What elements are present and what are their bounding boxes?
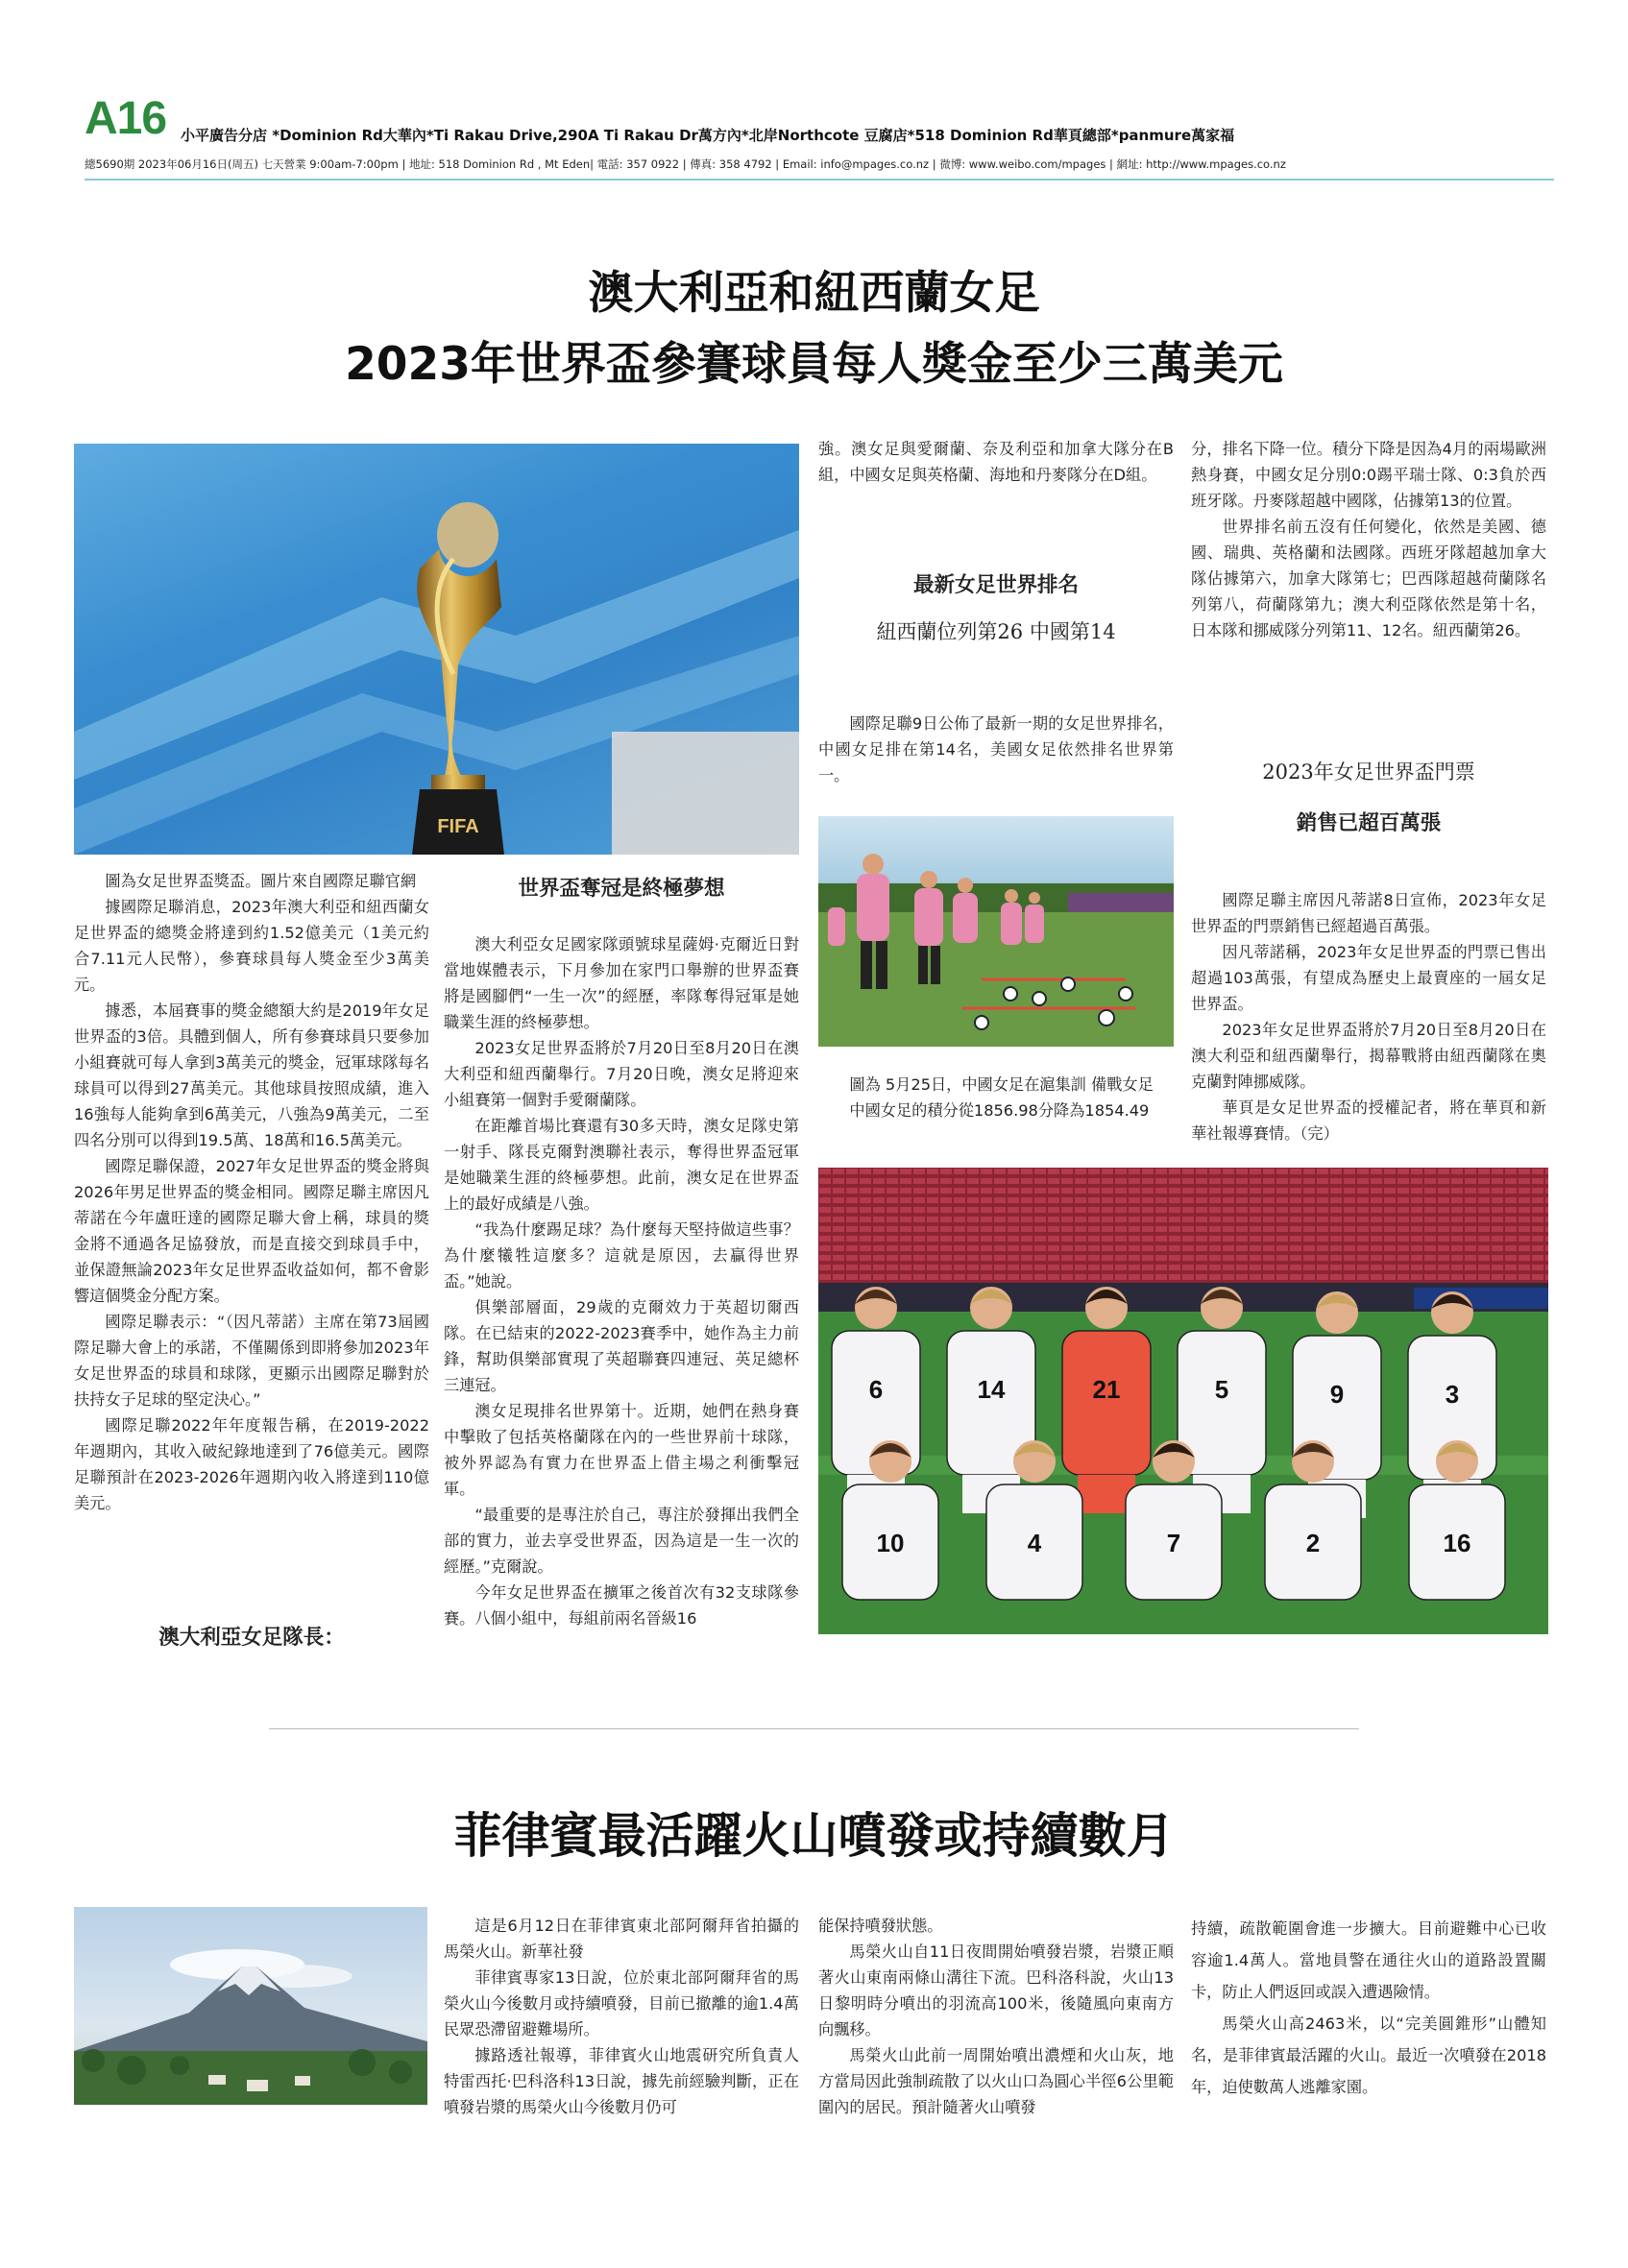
jersey-number: 3	[1445, 1380, 1460, 1409]
volcano-photo	[74, 1907, 427, 2105]
paragraph: 分，排名下降一位。積分下降是因為4月的兩場歐洲熱身賽，中國女足分別0:0踢平瑞士隊、0:3負於西班牙隊。丹麥隊超越中國隊，佔據第13的位置。	[1191, 440, 1546, 510]
volcano-illustration	[74, 1907, 427, 2105]
page-number: A16	[85, 93, 167, 144]
header-locations: 小平廣告分店 *Dominion Rd大華內*Ti Rakau Drive,290A Ti Rakau Dr萬方內*北岸Northcote 豆腐店*518 Dominion Rd華頁總部*panmure萬家福	[181, 127, 1235, 144]
trophy-caption: 圖為女足世界盃獎盃。圖片來自國際足聯官網	[105, 872, 417, 890]
jersey-number: 4	[1027, 1529, 1042, 1557]
paragraph: 國際足聯2022年年度報告稱，在2019-2022年週期內，其收入破紀錄地達到了76億美元。國際足聯預計在2023-2026年週期內收入將達到110億美元。	[74, 1416, 429, 1512]
jersey-number: 21	[1092, 1375, 1121, 1404]
article1-column4	[1191, 436, 1546, 643]
trophy-illustration	[74, 444, 799, 855]
article1-column4-tickets	[1191, 887, 1546, 1146]
subhead-dream: 世界盃奪冠是終極夢想	[518, 877, 725, 901]
jersey-number: 2	[1305, 1529, 1321, 1557]
caption: 圖為 5月25日，中國女足在滬集訓 備戰女足	[849, 1075, 1154, 1094]
paragraph: 國際足聯9日公佈了最新一期的女足世界排名，中國女足排在第14名，美國女足依然排名世界第一。	[818, 714, 1174, 784]
paragraph: 馬榮火山此前一周開始噴出濃煙和火山灰，地方當局因此強制疏散了以火山口為圓心半徑6公里範圍內的居民。預計隨著火山噴發	[818, 2046, 1174, 2116]
subhead-tickets-detail: 銷售已超百萬張	[1296, 811, 1442, 835]
caption: 這是6月12日在菲律賓東北部阿爾拜省拍攝的馬榮火山。新華社發	[444, 1917, 799, 1961]
paragraph: 菲律賓專家13日說，位於東北部阿爾拜省的馬榮火山今後數月或持續噴發，目前已撤離的逾1.4萬民眾恐滯留避難場所。	[444, 1968, 799, 2039]
article1-column2	[444, 931, 799, 1631]
caption: 中國女足的積分從1856.98分降為1854.49	[849, 1101, 1150, 1120]
article1-title-line1: 澳大利亞和紐西蘭女足	[588, 267, 1040, 320]
paragraph: 今年女足世界盃在擴軍之後首次有32支球隊參賽。八個小組中，每組前兩名晉級16	[444, 1583, 799, 1628]
article2-column2	[818, 1913, 1174, 2120]
training-photo	[818, 816, 1174, 1047]
training-caption	[818, 1072, 1174, 1123]
paragraph: 強。澳女足與愛爾蘭、奈及利亞和加拿大隊分在B組，中國女足與英格蘭、海地和丹麥隊分在D組。	[818, 440, 1174, 484]
team-illustration	[818, 1168, 1548, 1634]
paragraph: 2023女足世界盃將於7月20日至8月20日在澳大利亞和紐西蘭舉行。7月20日晚，澳女足將迎來小組賽第一個對手愛爾蘭隊。	[444, 1039, 799, 1109]
paragraph: 馬榮火山高2463米，以“完美圓錐形”山體知名，是菲律賓最活躍的火山。最近一次噴發在2018年，迫使數萬人逃離家園。	[1191, 2015, 1546, 2096]
paragraph: 國際足聯表示：“（因凡蒂諾）主席在第73屆國際足聯大會上的承諾，不僅關係到即將參加2023年女足世界盃的球員和球隊，更顯示出國際足聯對於扶持女子足球的堅定決心。”	[74, 1313, 429, 1409]
paragraph: 世界排名前五沒有任何變化，依然是美國、德國、瑞典、英格蘭和法國隊。西班牙隊超越加拿大隊佔據第六，加拿大隊第七；巴西隊超越荷蘭隊名列第八，荷蘭隊第九；澳大利亞隊依然是第十名，日本隊和挪威隊分列第11、12名。紐西蘭第26。	[1191, 518, 1546, 639]
article2-column1	[444, 1913, 799, 2120]
jersey-number: 16	[1443, 1529, 1471, 1557]
subhead-tickets: 2023年女足世界盃門票	[1262, 760, 1475, 784]
subhead-ranking: 最新女足世界排名	[912, 573, 1079, 597]
jersey-number: 10	[876, 1529, 905, 1557]
article2-title: 菲律賓最活躍火山噴發或持續數月	[453, 1808, 1175, 1864]
paragraph: 俱樂部層面，29歲的克爾效力于英超切爾西隊。在已結束的2022-2023賽季中，她作為主力前鋒，幫助俱樂部實現了英超聯賽四連冠、英足總杯三連冠。	[444, 1298, 799, 1394]
header-contact-info: 總5690期 2023年06月16日(周五) 七天營業 9:00am-7:00pm | 地址: 518 Dominion Rd , Mt Eden| 電話: 357 0922 | 傳真: 358 4792 | Email: info@mpages.co.nz | 微博: www.weibo.com/mpages | 網址: http://www.mpages.co.nz	[85, 157, 1286, 171]
jersey-number: 5	[1214, 1375, 1229, 1404]
article1-column1	[74, 868, 429, 1516]
paragraph: 據路透社報導，菲律賓火山地震研究所負責人特雷西托·巴科洛科13日說，據先前經驗判斷，正在噴發岩漿的馬榮火山今後數月仍可	[444, 2046, 799, 2116]
article1-column3-top	[818, 436, 1174, 488]
jersey-number: 14	[977, 1375, 1006, 1404]
paragraph: 據國際足聯消息，2023年澳大利亞和紐西蘭女足世界盃的總獎金將達到約1.52億美元（1美元約合7.11元人民幣），參賽球員每人獎金至少3萬美元。	[74, 898, 429, 994]
subhead-captain: 澳大利亞女足隊長：	[158, 1626, 345, 1650]
header-rule	[85, 179, 1554, 181]
trophy-logo: FIFA	[437, 816, 479, 837]
paragraph: “我為什麼踢足球？為什麼每天堅持做這些事？為什麼犧牲這麼多？這就是原因，去贏得世界盃。”她說。	[444, 1220, 799, 1291]
paragraph: 華頁是女足世界盃的授權記者，將在華頁和新華社報導賽情。（完）	[1191, 1098, 1546, 1143]
paragraph: 能保持噴發狀態。	[818, 1917, 943, 1935]
paragraph: 據悉，本屆賽事的獎金總額大約是2019年女足世界盃的3倍。具體到個人，所有參賽球員只要參加小組賽就可每人拿到3萬美元的獎金，冠軍球隊每名球員可以得到27萬美元。其他球員按照成績，進入16強每人能夠拿到6萬美元，八強為9萬美元，二至四名分別可以得到19.5萬、18萬和16.5萬美元。	[74, 1001, 429, 1149]
paragraph: 國際足聯保證，2027年女足世界盃的獎金將與2026年男足世界盃的獎金相同。國際足聯主席因凡蒂諾在今年盧旺達的國際足聯大會上稱，球員的獎金將不通過各足協發放，而是直接交到球員手中，並保證無論2023年女足世界盃收益如何，都不會影響這個獎金分配方案。	[74, 1157, 429, 1305]
article1-column3-ranking	[818, 711, 1174, 788]
paragraph: 澳女足現排名世界第十。近期，她們在熱身賽中擊敗了包括英格蘭隊在內的一些世界前十球隊，被外界認為有實力在世界盃上借主場之利衝擊冠軍。	[444, 1402, 799, 1498]
paragraph: 2023年女足世界盃將於7月20日至8月20日在澳大利亞和紐西蘭舉行，揭幕戰將由紐西蘭隊在奧克蘭對陣挪威隊。	[1191, 1021, 1546, 1091]
subhead-ranking-detail: 紐西蘭位列第26 中國第14	[876, 620, 1116, 643]
paragraph: 在距離首場比賽還有30多天時，澳女足隊史第一射手、隊長克爾對澳聯社表示，奪得世界盃冠軍是她職業生涯的終極夢想。此前，澳女足在世界盃上的最好成績是八強。	[444, 1117, 799, 1213]
jersey-number: 9	[1329, 1380, 1345, 1409]
jersey-number: 6	[868, 1375, 884, 1404]
training-illustration	[818, 816, 1174, 1047]
paragraph: 持續，疏散範圍會進一步擴大。目前避難中心已收容逾1.4萬人。當地員警在通往火山的道路設置關卡，防止人們返回或誤入遭遇險情。	[1191, 1919, 1546, 2001]
paragraph: 馬榮火山自11日夜間開始噴發岩漿，岩漿正順著火山東南兩條山溝往下流。巴科洛科說，火山13日黎明時分噴出的羽流高100米，後隨風向東南方向飄移。	[818, 1942, 1174, 2039]
paragraph: “最重要的是專注於自己，專注於發揮出我們全部的實力，並去享受世界盃，因為這是一生一次的經歷。”克爾說。	[444, 1506, 799, 1576]
paragraph: 澳大利亞女足國家隊頭號球星薩姆·克爾近日對當地媒體表示，下月參加在家門口舉辦的世界盃賽將是國腳們“一生一次”的經歷，率隊奪得冠軍是她職業生涯的終極夢想。	[444, 935, 799, 1031]
team-photo	[818, 1168, 1548, 1634]
trophy-photo	[74, 444, 799, 855]
jersey-number: 7	[1166, 1529, 1181, 1557]
paragraph: 因凡蒂諾稱，2023年女足世界盃的門票已售出超過103萬張，有望成為歷史上最賣座的一屆女足世界盃。	[1191, 943, 1546, 1013]
article-divider	[269, 1728, 1359, 1729]
article1-title-line2: 2023年世界盃參賽球員每人獎金至少三萬美元	[345, 338, 1283, 391]
article2-column3	[1191, 1913, 1546, 2103]
paragraph: 國際足聯主席因凡蒂諾8日宣佈，2023年女足世界盃的門票銷售已經超過百萬張。	[1191, 891, 1546, 935]
